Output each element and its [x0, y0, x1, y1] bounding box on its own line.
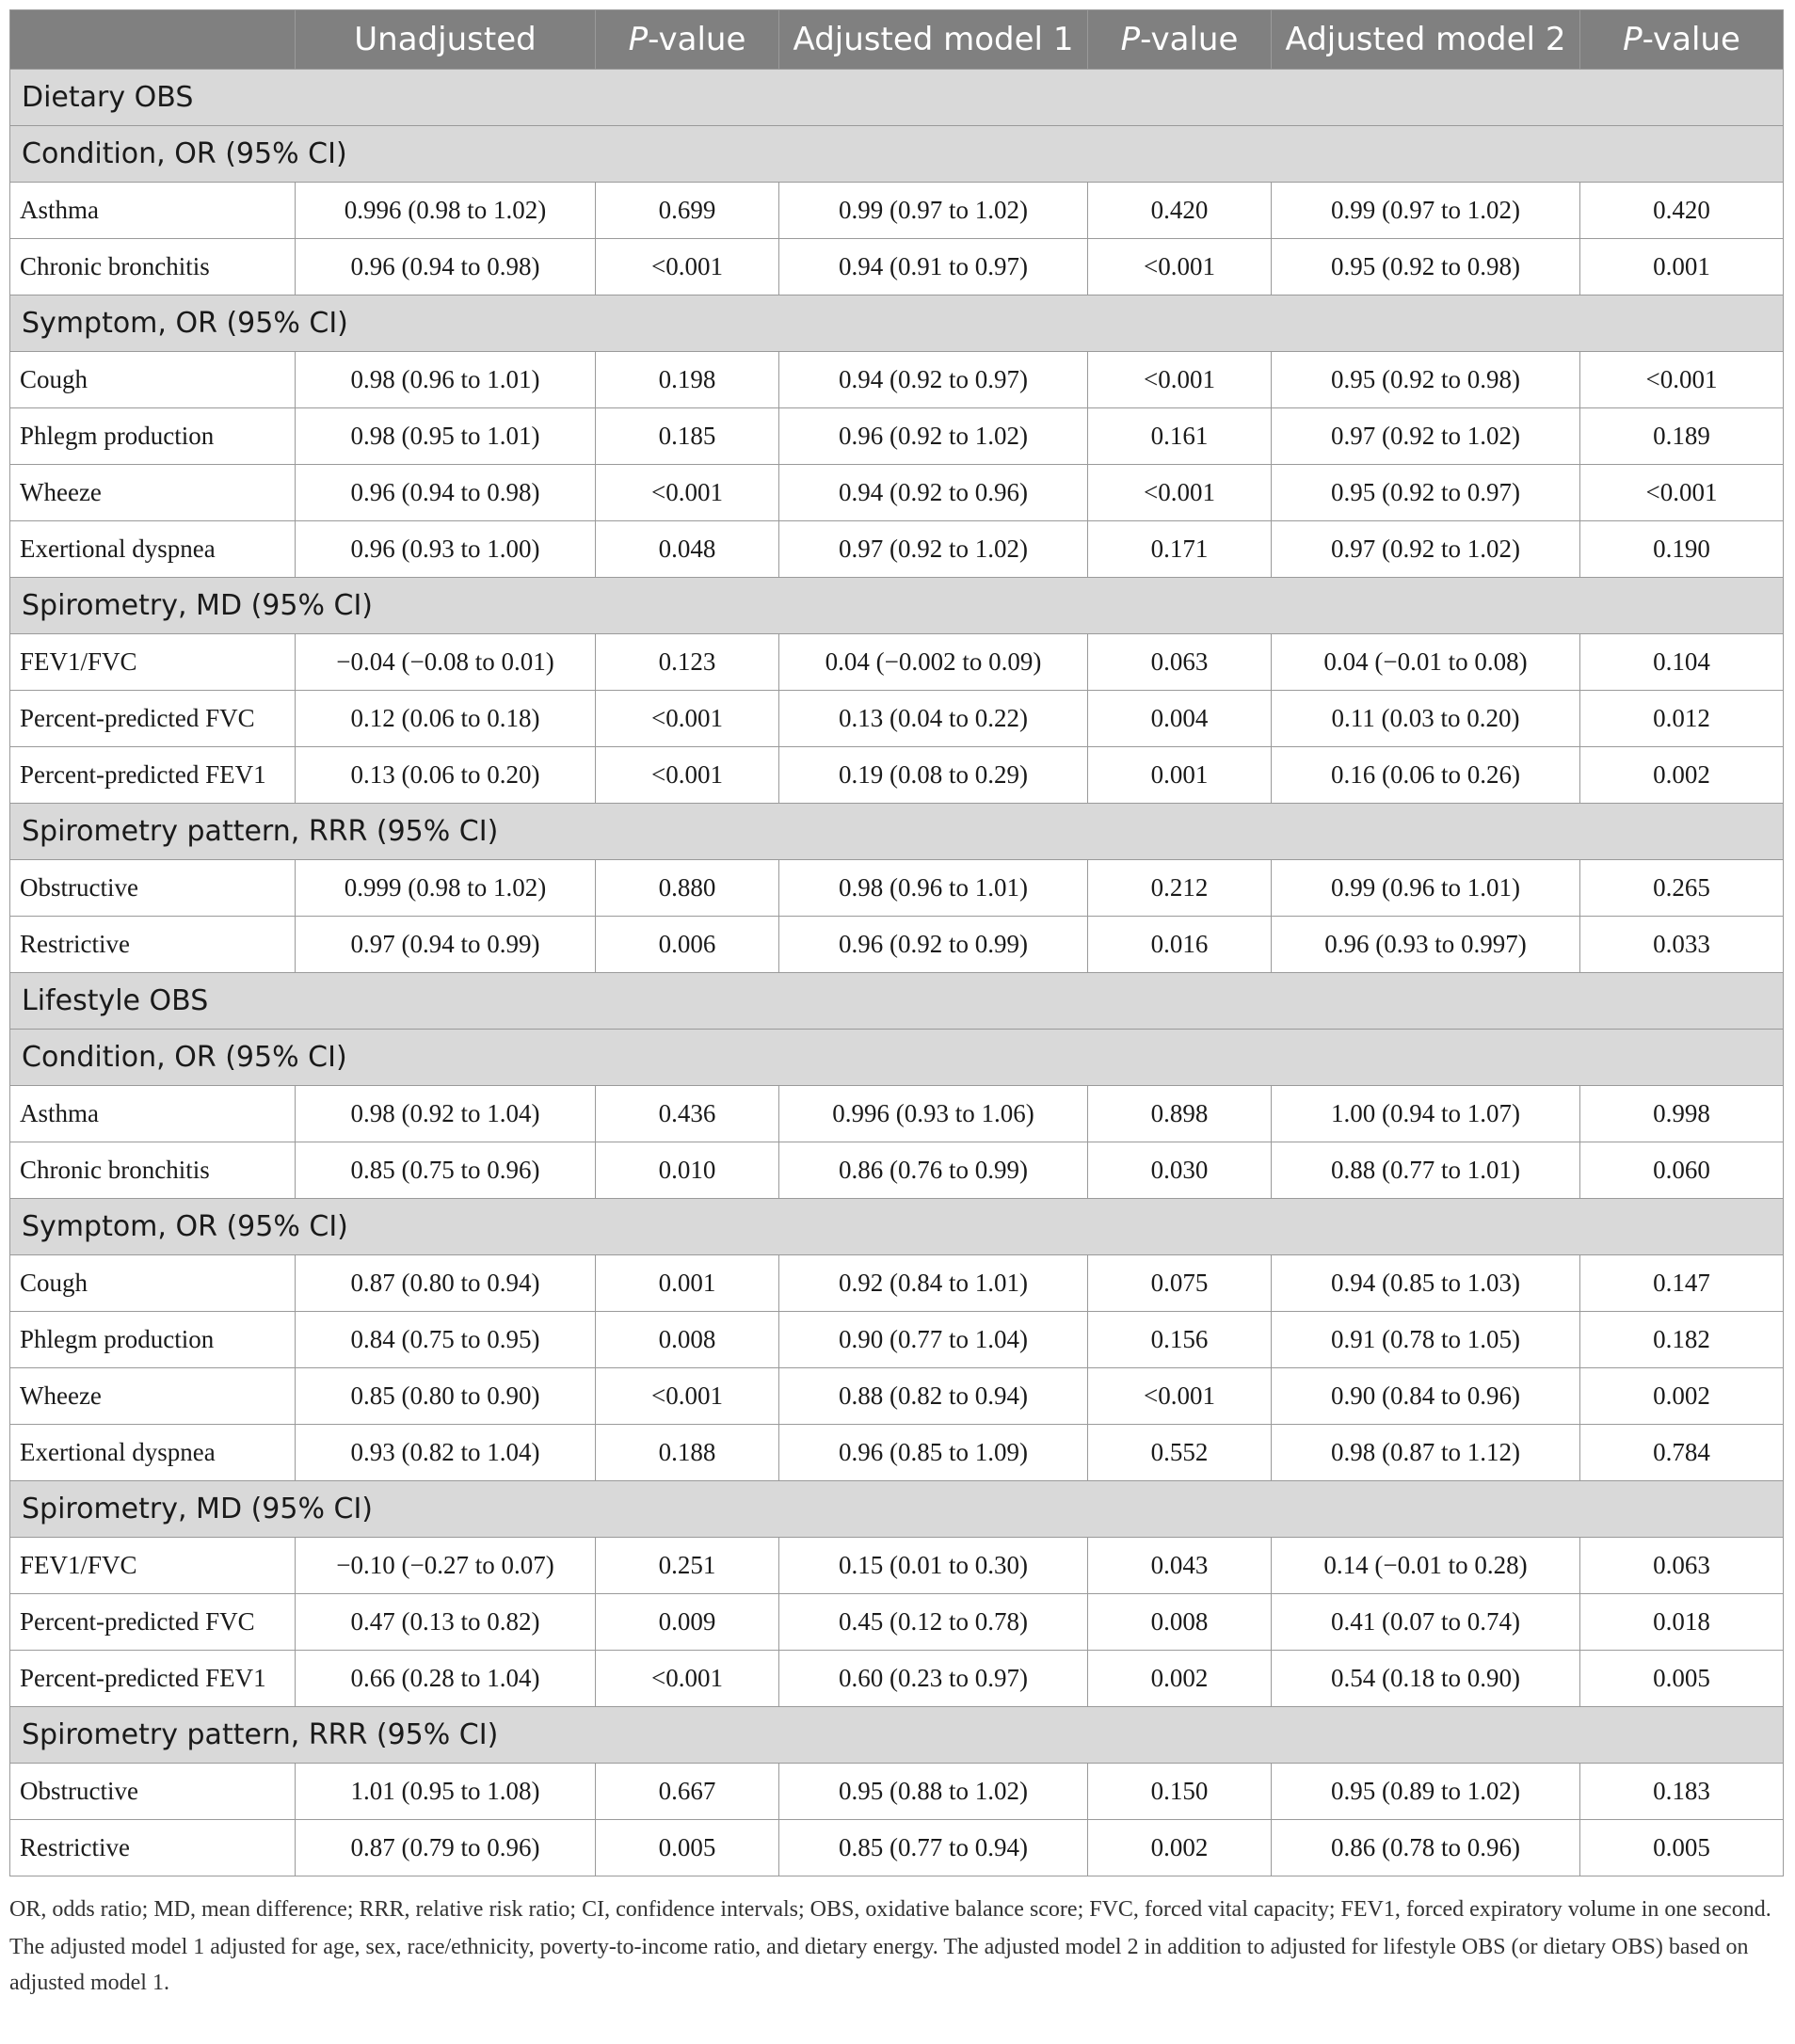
table-cell: 0.86 (0.78 to 0.96) — [1272, 1820, 1580, 1876]
results-table — [9, 9, 1784, 1876]
row-label: FEV1/FVC — [10, 634, 296, 691]
table-cell: 0.060 — [1580, 1142, 1784, 1199]
row-label: Cough — [10, 352, 296, 408]
table-cell: 0.99 (0.97 to 1.02) — [1272, 183, 1580, 239]
row-label: Percent-predicted FVC — [10, 691, 296, 747]
table-cell: 0.97 (0.92 to 1.02) — [779, 521, 1088, 578]
row-label: Restrictive — [10, 917, 296, 973]
row-label: Chronic bronchitis — [10, 1142, 296, 1199]
table-cell: 0.94 (0.91 to 0.97) — [779, 239, 1088, 295]
row-label: Phlegm production — [10, 408, 296, 465]
table-cell: 0.96 (0.92 to 0.99) — [779, 917, 1088, 973]
table-row — [10, 1538, 1784, 1594]
table-cell: <0.001 — [596, 1651, 779, 1707]
table-cell: 0.001 — [1580, 239, 1784, 295]
table-cell: <0.001 — [596, 691, 779, 747]
table-cell: 0.147 — [1580, 1255, 1784, 1312]
table-cell: 0.60 (0.23 to 0.97) — [779, 1651, 1088, 1707]
table-cell: 1.01 (0.95 to 1.08) — [296, 1764, 596, 1820]
header-cell-blank — [10, 10, 296, 70]
table-cell: 0.043 — [1088, 1538, 1272, 1594]
table-row — [10, 691, 1784, 747]
table-cell: 0.002 — [1580, 1368, 1784, 1425]
table-cell: 0.14 (−0.01 to 0.28) — [1272, 1538, 1580, 1594]
table-row — [10, 465, 1784, 521]
table-cell: <0.001 — [596, 747, 779, 804]
table-footnotes — [9, 1892, 1783, 2003]
group-row — [10, 1707, 1784, 1764]
header-p-value-2: P-value — [1088, 10, 1272, 70]
table-row — [10, 860, 1784, 917]
table-cell: 0.008 — [596, 1312, 779, 1368]
table-cell: 0.008 — [1088, 1594, 1272, 1651]
table-row — [10, 917, 1784, 973]
table-cell: 0.86 (0.76 to 0.99) — [779, 1142, 1088, 1199]
table-cell: −0.04 (−0.08 to 0.01) — [296, 634, 596, 691]
group-title: Spirometry, MD (95% CI) — [10, 578, 1784, 634]
table-cell: 0.898 — [1088, 1086, 1272, 1142]
header-adjusted-model-1: Adjusted model 1 — [779, 10, 1088, 70]
section-title: Lifestyle OBS — [10, 973, 1784, 1030]
group-row — [10, 1030, 1784, 1086]
table-cell: <0.001 — [1088, 1368, 1272, 1425]
table-cell: 0.12 (0.06 to 0.18) — [296, 691, 596, 747]
group-title: Condition, OR (95% CI) — [10, 126, 1784, 183]
group-title: Spirometry pattern, RRR (95% CI) — [10, 804, 1784, 860]
table-cell: 0.063 — [1088, 634, 1272, 691]
table-cell: 0.84 (0.75 to 0.95) — [296, 1312, 596, 1368]
table-row — [10, 1425, 1784, 1481]
table-cell: 1.00 (0.94 to 1.07) — [1272, 1086, 1580, 1142]
header-p-value-1: P-value — [596, 10, 779, 70]
table-cell: 0.998 — [1580, 1086, 1784, 1142]
table-cell: 0.85 (0.75 to 0.96) — [296, 1142, 596, 1199]
table-row — [10, 183, 1784, 239]
table-cell: 0.010 — [596, 1142, 779, 1199]
table-cell: 0.54 (0.18 to 0.90) — [1272, 1651, 1580, 1707]
table-cell: 0.030 — [1088, 1142, 1272, 1199]
table-cell: 0.98 (0.87 to 1.12) — [1272, 1425, 1580, 1481]
table-cell: 0.96 (0.94 to 0.98) — [296, 239, 596, 295]
table-cell: 0.667 — [596, 1764, 779, 1820]
table-row — [10, 1255, 1784, 1312]
group-row — [10, 1199, 1784, 1255]
group-title: Spirometry pattern, RRR (95% CI) — [10, 1707, 1784, 1764]
table-cell: 0.91 (0.78 to 1.05) — [1272, 1312, 1580, 1368]
row-label: Exertional dyspnea — [10, 1425, 296, 1481]
table-cell: 0.212 — [1088, 860, 1272, 917]
table-cell: 0.006 — [596, 917, 779, 973]
table-cell: 0.104 — [1580, 634, 1784, 691]
group-row — [10, 1481, 1784, 1538]
table-cell: 0.94 (0.92 to 0.97) — [779, 352, 1088, 408]
group-title: Symptom, OR (95% CI) — [10, 1199, 1784, 1255]
table-cell: 0.95 (0.92 to 0.98) — [1272, 239, 1580, 295]
table-cell: 0.002 — [1088, 1820, 1272, 1876]
table-row — [10, 352, 1784, 408]
table-row — [10, 1820, 1784, 1876]
table-cell: <0.001 — [596, 239, 779, 295]
table-cell: 0.97 (0.94 to 0.99) — [296, 917, 596, 973]
table-cell: 0.001 — [1088, 747, 1272, 804]
table-cell: 0.98 (0.95 to 1.01) — [296, 408, 596, 465]
table-cell: 0.063 — [1580, 1538, 1784, 1594]
table-cell: 0.96 (0.85 to 1.09) — [779, 1425, 1088, 1481]
table-cell: 0.189 — [1580, 408, 1784, 465]
table-cell: 0.96 (0.94 to 0.98) — [296, 465, 596, 521]
table-cell: 0.009 — [596, 1594, 779, 1651]
table-cell: <0.001 — [1580, 352, 1784, 408]
header-unadjusted: Unadjusted — [296, 10, 596, 70]
table-cell: 0.99 (0.97 to 1.02) — [779, 183, 1088, 239]
group-row — [10, 295, 1784, 352]
table-cell: 0.97 (0.92 to 1.02) — [1272, 408, 1580, 465]
row-label: Chronic bronchitis — [10, 239, 296, 295]
group-title: Spirometry, MD (95% CI) — [10, 1481, 1784, 1538]
table-cell: 0.123 — [596, 634, 779, 691]
group-title: Condition, OR (95% CI) — [10, 1030, 1784, 1086]
table-cell: 0.95 (0.89 to 1.02) — [1272, 1764, 1580, 1820]
table-cell: 0.93 (0.82 to 1.04) — [296, 1425, 596, 1481]
table-row — [10, 1764, 1784, 1820]
table-cell: 0.996 (0.98 to 1.02) — [296, 183, 596, 239]
table-cell: <0.001 — [1088, 239, 1272, 295]
table-cell: 0.13 (0.04 to 0.22) — [779, 691, 1088, 747]
table-cell: 0.784 — [1580, 1425, 1784, 1481]
table-cell: 0.420 — [1088, 183, 1272, 239]
table-cell: 0.190 — [1580, 521, 1784, 578]
table-cell: 0.880 — [596, 860, 779, 917]
table-cell: 0.96 (0.93 to 0.997) — [1272, 917, 1580, 973]
group-row — [10, 578, 1784, 634]
table-cell: 0.002 — [1580, 747, 1784, 804]
footnote-abbreviations: OR, odds ratio; MD, mean difference; RRR, relative risk ratio; CI, confidence intervals; OBS, oxidative balance score; FVC, forced vital capacity; FEV1, forced expiratory volume in one second. — [9, 1897, 1771, 1922]
header-adjusted-model-2: Adjusted model 2 — [1272, 10, 1580, 70]
row-label: Asthma — [10, 183, 296, 239]
table-row — [10, 1594, 1784, 1651]
table-row — [10, 1142, 1784, 1199]
table-cell: 0.048 — [596, 521, 779, 578]
section-title: Dietary OBS — [10, 70, 1784, 126]
table-cell: 0.90 (0.77 to 1.04) — [779, 1312, 1088, 1368]
table-cell: 0.88 (0.82 to 0.94) — [779, 1368, 1088, 1425]
table-cell: 0.95 (0.92 to 0.98) — [1272, 352, 1580, 408]
section-row — [10, 973, 1784, 1030]
row-label: Percent-predicted FEV1 — [10, 1651, 296, 1707]
table-cell: 0.98 (0.92 to 1.04) — [296, 1086, 596, 1142]
group-row — [10, 804, 1784, 860]
table-cell: 0.98 (0.96 to 1.01) — [779, 860, 1088, 917]
table-row — [10, 747, 1784, 804]
table-cell: <0.001 — [596, 1368, 779, 1425]
table-cell: 0.85 (0.80 to 0.90) — [296, 1368, 596, 1425]
table-cell: 0.012 — [1580, 691, 1784, 747]
row-label: Obstructive — [10, 860, 296, 917]
table-cell: 0.420 — [1580, 183, 1784, 239]
table-row — [10, 521, 1784, 578]
group-row — [10, 126, 1784, 183]
table-cell: 0.265 — [1580, 860, 1784, 917]
row-label: Obstructive — [10, 1764, 296, 1820]
row-label: Percent-predicted FVC — [10, 1594, 296, 1651]
table-cell: 0.436 — [596, 1086, 779, 1142]
table-cell: 0.251 — [596, 1538, 779, 1594]
table-cell: 0.96 (0.93 to 1.00) — [296, 521, 596, 578]
footnote-models: The adjusted model 1 adjusted for age, sex, race/ethnicity, poverty-to-income ratio, and dietary energy. The adjusted model 2 in addition to adjusted for lifestyle OBS (or dietary OBS) based on adjusted model 1. — [9, 1935, 1749, 1995]
table-cell: 0.171 — [1088, 521, 1272, 578]
table-cell: <0.001 — [1088, 465, 1272, 521]
table-cell: 0.04 (−0.002 to 0.09) — [779, 634, 1088, 691]
table-cell: 0.185 — [596, 408, 779, 465]
table-cell: <0.001 — [1088, 352, 1272, 408]
table-cell: 0.95 (0.92 to 0.97) — [1272, 465, 1580, 521]
table-cell: −0.10 (−0.27 to 0.07) — [296, 1538, 596, 1594]
table-cell: 0.11 (0.03 to 0.20) — [1272, 691, 1580, 747]
group-title: Symptom, OR (95% CI) — [10, 295, 1784, 352]
table-cell: 0.033 — [1580, 917, 1784, 973]
table-cell: 0.13 (0.06 to 0.20) — [296, 747, 596, 804]
row-label: Phlegm production — [10, 1312, 296, 1368]
table-cell: 0.996 (0.93 to 1.06) — [779, 1086, 1088, 1142]
table-cell: 0.92 (0.84 to 1.01) — [779, 1255, 1088, 1312]
table-cell: 0.87 (0.79 to 0.96) — [296, 1820, 596, 1876]
table-row — [10, 1368, 1784, 1425]
table-cell: 0.075 — [1088, 1255, 1272, 1312]
table-cell: 0.552 — [1088, 1425, 1272, 1481]
table-cell: 0.001 — [596, 1255, 779, 1312]
section-row — [10, 70, 1784, 126]
row-label: Percent-predicted FEV1 — [10, 747, 296, 804]
table-cell: 0.47 (0.13 to 0.82) — [296, 1594, 596, 1651]
table-cell: <0.001 — [1580, 465, 1784, 521]
table-row — [10, 1312, 1784, 1368]
row-label: Exertional dyspnea — [10, 521, 296, 578]
table-cell: 0.66 (0.28 to 1.04) — [296, 1651, 596, 1707]
row-label: Cough — [10, 1255, 296, 1312]
table-row — [10, 1651, 1784, 1707]
table-cell: 0.999 (0.98 to 1.02) — [296, 860, 596, 917]
table-cell: 0.156 — [1088, 1312, 1272, 1368]
results-table-container — [9, 9, 1783, 1876]
row-label: Asthma — [10, 1086, 296, 1142]
table-cell: 0.002 — [1088, 1651, 1272, 1707]
table-cell: 0.004 — [1088, 691, 1272, 747]
table-row — [10, 239, 1784, 295]
table-cell: 0.699 — [596, 183, 779, 239]
table-cell: 0.96 (0.92 to 1.02) — [779, 408, 1088, 465]
table-cell: 0.198 — [596, 352, 779, 408]
table-cell: 0.88 (0.77 to 1.01) — [1272, 1142, 1580, 1199]
table-cell: 0.16 (0.06 to 0.26) — [1272, 747, 1580, 804]
table-cell: 0.87 (0.80 to 0.94) — [296, 1255, 596, 1312]
table-cell: 0.98 (0.96 to 1.01) — [296, 352, 596, 408]
table-cell: 0.161 — [1088, 408, 1272, 465]
table-cell: 0.94 (0.92 to 0.96) — [779, 465, 1088, 521]
header-row — [10, 10, 1784, 70]
table-cell: 0.97 (0.92 to 1.02) — [1272, 521, 1580, 578]
table-cell: 0.15 (0.01 to 0.30) — [779, 1538, 1088, 1594]
table-row — [10, 408, 1784, 465]
table-cell: 0.005 — [1580, 1820, 1784, 1876]
table-cell: 0.005 — [1580, 1651, 1784, 1707]
row-label: Wheeze — [10, 1368, 296, 1425]
table-cell: 0.19 (0.08 to 0.29) — [779, 747, 1088, 804]
table-cell: 0.005 — [596, 1820, 779, 1876]
table-cell: 0.94 (0.85 to 1.03) — [1272, 1255, 1580, 1312]
table-cell: 0.99 (0.96 to 1.01) — [1272, 860, 1580, 917]
row-label: FEV1/FVC — [10, 1538, 296, 1594]
table-cell: 0.183 — [1580, 1764, 1784, 1820]
header-p-value-3: P-value — [1580, 10, 1784, 70]
table-cell: 0.018 — [1580, 1594, 1784, 1651]
table-cell: 0.41 (0.07 to 0.74) — [1272, 1594, 1580, 1651]
table-cell: 0.85 (0.77 to 0.94) — [779, 1820, 1088, 1876]
table-cell: <0.001 — [596, 465, 779, 521]
table-cell: 0.182 — [1580, 1312, 1784, 1368]
table-cell: 0.90 (0.84 to 0.96) — [1272, 1368, 1580, 1425]
table-row — [10, 634, 1784, 691]
table-cell: 0.016 — [1088, 917, 1272, 973]
table-body — [10, 70, 1784, 1876]
row-label: Restrictive — [10, 1820, 296, 1876]
row-label: Wheeze — [10, 465, 296, 521]
table-cell: 0.04 (−0.01 to 0.08) — [1272, 634, 1580, 691]
table-cell: 0.45 (0.12 to 0.78) — [779, 1594, 1088, 1651]
table-row — [10, 1086, 1784, 1142]
table-cell: 0.188 — [596, 1425, 779, 1481]
table-cell: 0.150 — [1088, 1764, 1272, 1820]
table-cell: 0.95 (0.88 to 1.02) — [779, 1764, 1088, 1820]
